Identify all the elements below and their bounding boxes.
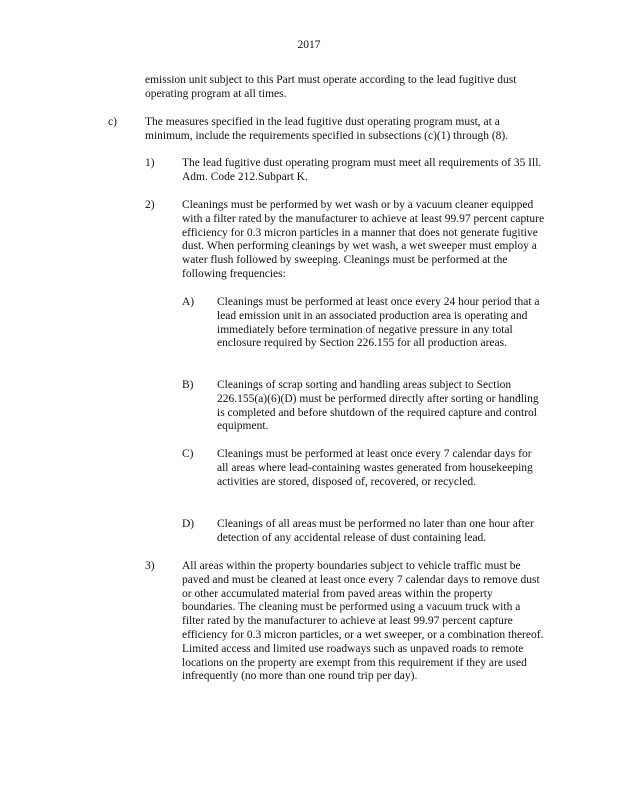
item-1-label: 1) <box>145 157 155 169</box>
item-3-label: 3) <box>145 560 155 572</box>
subsection-c-label: c) <box>108 116 117 128</box>
item-3-text: All areas within the property boundaries subject to vehicle traffic must be paved and must be cleaned at least once every 7 calendar days to remove dust or other accumulated material from paved areas within the property boundaries. The cleaning must be performed using a vacuum truck with a filter rated by the manufacturer to achieve at least 99.97 percent capture efficiency for 0.3 micron particles, or a wet sweeper, or a combination thereof. Limited access and limited use roadways such as unpaved roads to remote locations on the property are exempt from this requirement if they are used infrequently (no more than one round trip per day). <box>182 560 544 683</box>
item-2d-text: Cleanings of all areas must be performed no later than one hour after detection of any accidental release of dust containing lead. <box>217 518 534 544</box>
item-1-text: The lead fugitive dust operating program must meet all requirements of 35 Ill. Adm. Code 212.Subpart K. <box>182 157 542 183</box>
item-2-text: Cleanings must be performed by wet wash or by a vacuum cleaner equipped with a filter rated by the manufacturer to achieve at least 99.97 percent capture efficiency for 0.3 micron particles in a manner that does not generate fugitive dust. When performing cleanings by wet wash, a wet sweeper must employ a water flush followed by sweeping. Cleanings must be performed at the following frequencies: <box>182 199 545 280</box>
subsection-c-text: The measures specified in the lead fugitive dust operating program must, at a minimum, include the requirements specified in subsections (c)(1) through (8). <box>145 116 509 142</box>
item-2c-label: C) <box>182 448 194 460</box>
item-2c-text: Cleanings must be performed at least once every 7 calendar days for all areas where lead-containing wastes generated from housekeeping activities are stored, disposed of, recovered, or recycled. <box>217 448 533 488</box>
item-2-label: 2) <box>145 199 155 211</box>
intro-paragraph: emission unit subject to this Part must operate according to the lead fugitive dust operating program at all times. <box>145 74 517 100</box>
item-2a-text: Cleanings must be performed at least once every 24 hour period that a lead emission unit in an associated production area is operating and immediately before termination of negative pressure in any total enclosure required by Section 226.155 for all production areas. <box>217 296 540 350</box>
page-number: 2017 <box>297 39 321 51</box>
item-2b-text: Cleanings of scrap sorting and handling areas subject to Section 226.155(a)(6)(D) must be performed directly after sorting or handling is completed and before shutdown of the required capture and control equipment. <box>217 379 539 433</box>
item-2b-label: B) <box>182 379 194 391</box>
item-2d-label: D) <box>182 518 195 530</box>
item-2a-label: A) <box>182 296 195 308</box>
